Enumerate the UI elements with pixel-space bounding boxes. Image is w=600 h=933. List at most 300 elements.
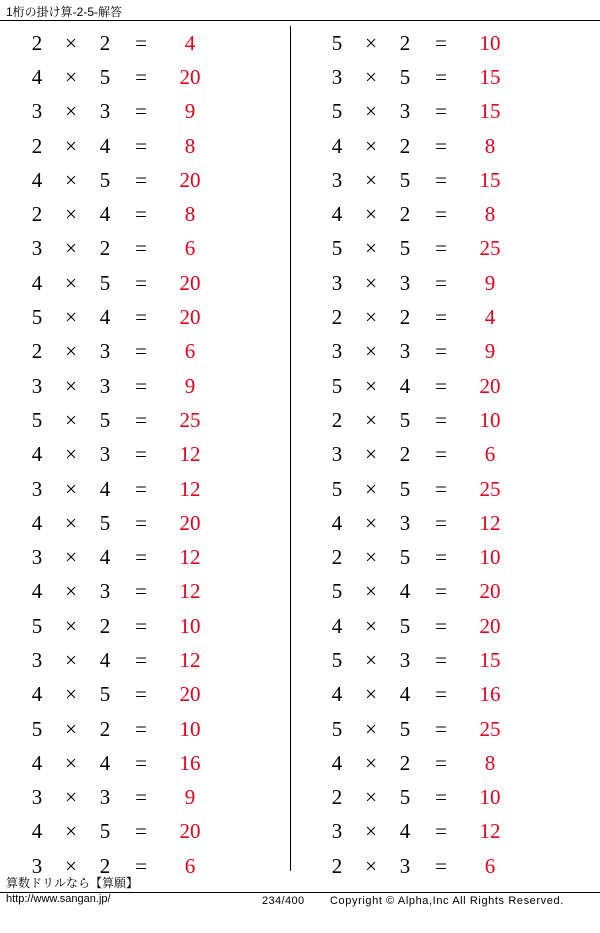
operand-a: 3 (331, 819, 343, 844)
operand-a: 2 (331, 785, 343, 810)
operand-b: 3 (399, 647, 411, 672)
operand-a: 4 (31, 167, 43, 192)
operand-b: 2 (399, 133, 411, 158)
right-column (300, 26, 590, 883)
equals-icon: = (135, 579, 147, 604)
operand-b: 5 (399, 545, 411, 570)
operand-b: 4 (99, 202, 111, 227)
multiply-icon: × (65, 716, 77, 741)
answer-value: 12 (179, 545, 201, 570)
equals-icon: = (135, 373, 147, 398)
operand-a: 3 (331, 339, 343, 364)
operand-a: 3 (31, 853, 43, 878)
problem-row (300, 540, 590, 574)
multiply-icon: × (65, 853, 77, 878)
operand-a: 5 (331, 716, 343, 741)
operand-b: 2 (399, 442, 411, 467)
answer-value: 9 (484, 339, 496, 364)
answer-value: 15 (479, 99, 501, 124)
operand-b: 4 (99, 476, 111, 501)
equals-icon: = (135, 30, 147, 55)
left-column (0, 26, 290, 883)
operand-b: 4 (399, 579, 411, 604)
answer-value: 20 (479, 373, 501, 398)
multiply-icon: × (365, 716, 377, 741)
problem-row (300, 266, 590, 300)
answer-value: 15 (479, 647, 501, 672)
operand-a: 3 (31, 373, 43, 398)
operand-b: 5 (99, 510, 111, 535)
multiply-icon: × (65, 545, 77, 570)
equals-icon: = (435, 579, 447, 604)
equals-icon: = (435, 476, 447, 501)
answer-value: 8 (484, 202, 496, 227)
multiply-icon: × (65, 99, 77, 124)
equals-icon: = (435, 545, 447, 570)
problem-row (300, 197, 590, 231)
operand-a: 5 (331, 99, 343, 124)
problem-row (0, 506, 290, 540)
equals-icon: = (435, 30, 447, 55)
operand-b: 2 (399, 30, 411, 55)
problem-row (300, 575, 590, 609)
operand-a: 5 (331, 476, 343, 501)
answer-value: 25 (479, 716, 501, 741)
problem-row (300, 369, 590, 403)
operand-b: 5 (99, 167, 111, 192)
answer-value: 15 (479, 167, 501, 192)
operand-a: 4 (31, 579, 43, 604)
answer-value: 8 (484, 750, 496, 775)
answer-value: 20 (479, 613, 501, 638)
operand-a: 4 (331, 613, 343, 638)
problem-row (0, 781, 290, 815)
problem-row (300, 506, 590, 540)
operand-b: 4 (399, 819, 411, 844)
operand-a: 5 (31, 716, 43, 741)
multiply-icon: × (65, 167, 77, 192)
multiply-icon: × (365, 510, 377, 535)
equals-icon: = (135, 716, 147, 741)
problem-row (300, 438, 590, 472)
problem-row (300, 300, 590, 334)
answer-value: 20 (179, 167, 201, 192)
multiply-icon: × (65, 407, 77, 432)
operand-a: 5 (331, 579, 343, 604)
multiply-icon: × (365, 202, 377, 227)
footer-page-number: 234/400 (262, 895, 305, 907)
multiply-icon: × (365, 236, 377, 261)
problem-row (300, 472, 590, 506)
operand-a: 2 (331, 305, 343, 330)
operand-b: 5 (399, 407, 411, 432)
operand-a: 2 (31, 30, 43, 55)
equals-icon: = (435, 682, 447, 707)
multiply-icon: × (365, 133, 377, 158)
multiply-icon: × (65, 64, 77, 89)
problem-row (300, 643, 590, 677)
equals-icon: = (435, 64, 447, 89)
operand-b: 3 (99, 785, 111, 810)
problem-row (0, 609, 290, 643)
equals-icon: = (435, 236, 447, 261)
operand-a: 2 (331, 545, 343, 570)
multiply-icon: × (65, 30, 77, 55)
answer-value: 15 (479, 64, 501, 89)
operand-b: 3 (399, 339, 411, 364)
page-title: 1桁の掛け算-2-5-解答 (6, 5, 123, 19)
problem-row (0, 197, 290, 231)
operand-a: 3 (331, 64, 343, 89)
operand-a: 4 (331, 682, 343, 707)
problem-row (0, 403, 290, 437)
operand-a: 5 (31, 613, 43, 638)
equals-icon: = (135, 270, 147, 295)
equals-icon: = (135, 682, 147, 707)
multiply-icon: × (365, 579, 377, 604)
operand-b: 2 (399, 305, 411, 330)
operand-a: 2 (31, 202, 43, 227)
answer-value: 12 (179, 442, 201, 467)
multiply-icon: × (65, 133, 77, 158)
multiply-icon: × (65, 442, 77, 467)
problem-row (0, 163, 290, 197)
operand-b: 4 (99, 305, 111, 330)
problem-row (0, 472, 290, 506)
operand-a: 5 (331, 236, 343, 261)
multiply-icon: × (365, 64, 377, 89)
operand-a: 3 (31, 647, 43, 672)
problem-row (300, 95, 590, 129)
operand-b: 4 (399, 373, 411, 398)
operand-b: 5 (399, 236, 411, 261)
equals-icon: = (435, 133, 447, 158)
problem-row (0, 129, 290, 163)
answer-value: 10 (479, 545, 501, 570)
operand-b: 5 (399, 785, 411, 810)
equals-icon: = (135, 407, 147, 432)
answer-value: 20 (479, 579, 501, 604)
equals-icon: = (135, 236, 147, 261)
operand-b: 2 (99, 30, 111, 55)
problem-row (0, 335, 290, 369)
operand-b: 5 (399, 476, 411, 501)
operand-a: 3 (331, 167, 343, 192)
equals-icon: = (135, 133, 147, 158)
equals-icon: = (435, 442, 447, 467)
problem-row (0, 232, 290, 266)
equals-icon: = (135, 442, 147, 467)
operand-a: 4 (331, 750, 343, 775)
multiply-icon: × (65, 510, 77, 535)
multiply-icon: × (65, 750, 77, 775)
answer-value: 9 (484, 270, 496, 295)
problem-row (0, 438, 290, 472)
operand-b: 4 (99, 750, 111, 775)
operand-b: 4 (99, 133, 111, 158)
operand-a: 4 (31, 750, 43, 775)
problem-row (0, 266, 290, 300)
equals-icon: = (135, 64, 147, 89)
operand-b: 3 (399, 853, 411, 878)
problem-row (0, 712, 290, 746)
operand-b: 2 (399, 202, 411, 227)
problem-row (0, 60, 290, 94)
operand-b: 2 (99, 716, 111, 741)
answer-value: 4 (184, 30, 196, 55)
equals-icon: = (435, 270, 447, 295)
equals-icon: = (135, 819, 147, 844)
operand-a: 4 (31, 442, 43, 467)
footer-copyright: Copyright © Alpha,Inc All Rights Reserved. (330, 895, 564, 907)
answer-value: 9 (184, 785, 196, 810)
multiply-icon: × (365, 476, 377, 501)
operand-b: 2 (399, 750, 411, 775)
multiply-icon: × (365, 545, 377, 570)
answer-value: 8 (184, 133, 196, 158)
operand-b: 2 (99, 853, 111, 878)
equals-icon: = (135, 545, 147, 570)
operand-b: 3 (399, 99, 411, 124)
operand-b: 3 (99, 373, 111, 398)
equals-icon: = (435, 167, 447, 192)
answer-value: 6 (184, 236, 196, 261)
equals-icon: = (135, 202, 147, 227)
answer-value: 25 (179, 407, 201, 432)
operand-a: 5 (31, 305, 43, 330)
equals-icon: = (135, 99, 147, 124)
problem-row (300, 129, 590, 163)
answer-value: 16 (179, 750, 201, 775)
operand-a: 3 (331, 270, 343, 295)
answer-value: 12 (179, 579, 201, 604)
equals-icon: = (435, 99, 447, 124)
operand-a: 5 (331, 30, 343, 55)
equals-icon: = (435, 853, 447, 878)
answer-value: 25 (479, 236, 501, 261)
answer-value: 6 (484, 853, 496, 878)
multiply-icon: × (365, 407, 377, 432)
answer-value: 8 (184, 202, 196, 227)
operand-b: 3 (399, 510, 411, 535)
problem-row (0, 575, 290, 609)
operand-a: 5 (331, 647, 343, 672)
multiply-icon: × (65, 305, 77, 330)
operand-b: 5 (99, 819, 111, 844)
operand-a: 4 (31, 682, 43, 707)
multiply-icon: × (365, 30, 377, 55)
multiply-icon: × (65, 682, 77, 707)
equals-icon: = (435, 339, 447, 364)
operand-a: 3 (331, 442, 343, 467)
multiply-icon: × (365, 682, 377, 707)
problem-row (0, 369, 290, 403)
answer-value: 25 (479, 476, 501, 501)
multiply-icon: × (65, 613, 77, 638)
problem-row (0, 26, 290, 60)
multiply-icon: × (65, 236, 77, 261)
operand-b: 3 (99, 442, 111, 467)
operand-a: 3 (31, 99, 43, 124)
multiply-icon: × (365, 785, 377, 810)
operand-b: 5 (399, 167, 411, 192)
multiply-icon: × (365, 99, 377, 124)
answer-value: 10 (479, 785, 501, 810)
answer-value: 12 (479, 819, 501, 844)
operand-a: 3 (31, 236, 43, 261)
problem-row (0, 746, 290, 780)
problem-row (300, 60, 590, 94)
operand-a: 4 (31, 510, 43, 535)
operand-a: 2 (331, 853, 343, 878)
equals-icon: = (435, 613, 447, 638)
operand-a: 4 (331, 202, 343, 227)
answer-value: 6 (484, 442, 496, 467)
operand-b: 5 (99, 64, 111, 89)
equals-icon: = (135, 750, 147, 775)
equals-icon: = (135, 613, 147, 638)
operand-a: 2 (331, 407, 343, 432)
equals-icon: = (435, 510, 447, 535)
equals-icon: = (135, 647, 147, 672)
problem-row (0, 678, 290, 712)
problem-row (300, 163, 590, 197)
equals-icon: = (435, 716, 447, 741)
equals-icon: = (135, 305, 147, 330)
problem-row (300, 403, 590, 437)
problem-row (300, 781, 590, 815)
operand-b: 4 (99, 647, 111, 672)
problem-row (0, 300, 290, 334)
multiply-icon: × (65, 339, 77, 364)
operand-b: 5 (399, 716, 411, 741)
multiply-icon: × (365, 819, 377, 844)
problem-columns (0, 26, 600, 883)
problem-row (300, 815, 590, 849)
operand-b: 2 (99, 613, 111, 638)
answer-value: 12 (179, 647, 201, 672)
equals-icon: = (135, 339, 147, 364)
equals-icon: = (135, 853, 147, 878)
operand-a: 4 (31, 64, 43, 89)
operand-a: 4 (31, 819, 43, 844)
equals-icon: = (135, 476, 147, 501)
operand-b: 5 (399, 64, 411, 89)
problem-row (300, 609, 590, 643)
answer-value: 20 (179, 819, 201, 844)
answer-value: 20 (179, 270, 201, 295)
operand-b: 3 (399, 270, 411, 295)
operand-b: 5 (399, 613, 411, 638)
operand-b: 5 (99, 407, 111, 432)
operand-a: 3 (31, 476, 43, 501)
problem-row (300, 232, 590, 266)
multiply-icon: × (65, 647, 77, 672)
operand-a: 4 (331, 510, 343, 535)
answer-value: 8 (484, 133, 496, 158)
multiply-icon: × (65, 373, 77, 398)
multiply-icon: × (65, 270, 77, 295)
operand-b: 5 (99, 270, 111, 295)
operand-b: 4 (99, 545, 111, 570)
multiply-icon: × (365, 853, 377, 878)
answer-value: 20 (179, 64, 201, 89)
answer-value: 6 (184, 853, 196, 878)
problem-row (0, 95, 290, 129)
multiply-icon: × (365, 373, 377, 398)
problem-row (300, 849, 590, 883)
operand-b: 3 (99, 99, 111, 124)
answer-value: 9 (184, 373, 196, 398)
problem-row (0, 540, 290, 574)
answer-value: 10 (479, 407, 501, 432)
equals-icon: = (135, 510, 147, 535)
equals-icon: = (435, 785, 447, 810)
problem-row (300, 678, 590, 712)
multiply-icon: × (365, 750, 377, 775)
answer-value: 12 (479, 510, 501, 535)
multiply-icon: × (365, 167, 377, 192)
equals-icon: = (435, 305, 447, 330)
operand-a: 5 (331, 373, 343, 398)
problem-row (300, 712, 590, 746)
problem-row (0, 815, 290, 849)
operand-b: 5 (99, 682, 111, 707)
operand-b: 4 (399, 682, 411, 707)
operand-b: 2 (99, 236, 111, 261)
answer-value: 20 (179, 682, 201, 707)
answer-value: 20 (179, 510, 201, 535)
answer-value: 9 (184, 99, 196, 124)
operand-a: 2 (31, 133, 43, 158)
operand-a: 3 (31, 785, 43, 810)
equals-icon: = (435, 750, 447, 775)
multiply-icon: × (365, 270, 377, 295)
title-divider (0, 20, 600, 21)
page-footer (0, 876, 600, 933)
multiply-icon: × (65, 785, 77, 810)
equals-icon: = (435, 407, 447, 432)
multiply-icon: × (65, 579, 77, 604)
multiply-icon: × (365, 647, 377, 672)
footer-url[interactable]: http://www.sangan.jp/ (6, 893, 111, 905)
operand-b: 3 (99, 579, 111, 604)
answer-value: 10 (179, 613, 201, 638)
operand-a: 3 (31, 545, 43, 570)
operand-b: 3 (99, 339, 111, 364)
multiply-icon: × (65, 476, 77, 501)
problem-row (300, 335, 590, 369)
multiply-icon: × (65, 202, 77, 227)
footer-site-name: 算数ドリルなら【算願】 (6, 876, 139, 890)
answer-value: 6 (184, 339, 196, 364)
operand-a: 2 (31, 339, 43, 364)
problem-row (300, 746, 590, 780)
equals-icon: = (135, 785, 147, 810)
operand-a: 5 (31, 407, 43, 432)
equals-icon: = (435, 819, 447, 844)
problem-row (300, 26, 590, 60)
answer-value: 20 (179, 305, 201, 330)
answer-value: 4 (484, 305, 496, 330)
equals-icon: = (435, 202, 447, 227)
answer-value: 12 (179, 476, 201, 501)
answer-value: 10 (479, 30, 501, 55)
multiply-icon: × (365, 613, 377, 638)
operand-a: 4 (31, 270, 43, 295)
equals-icon: = (135, 167, 147, 192)
equals-icon: = (435, 373, 447, 398)
